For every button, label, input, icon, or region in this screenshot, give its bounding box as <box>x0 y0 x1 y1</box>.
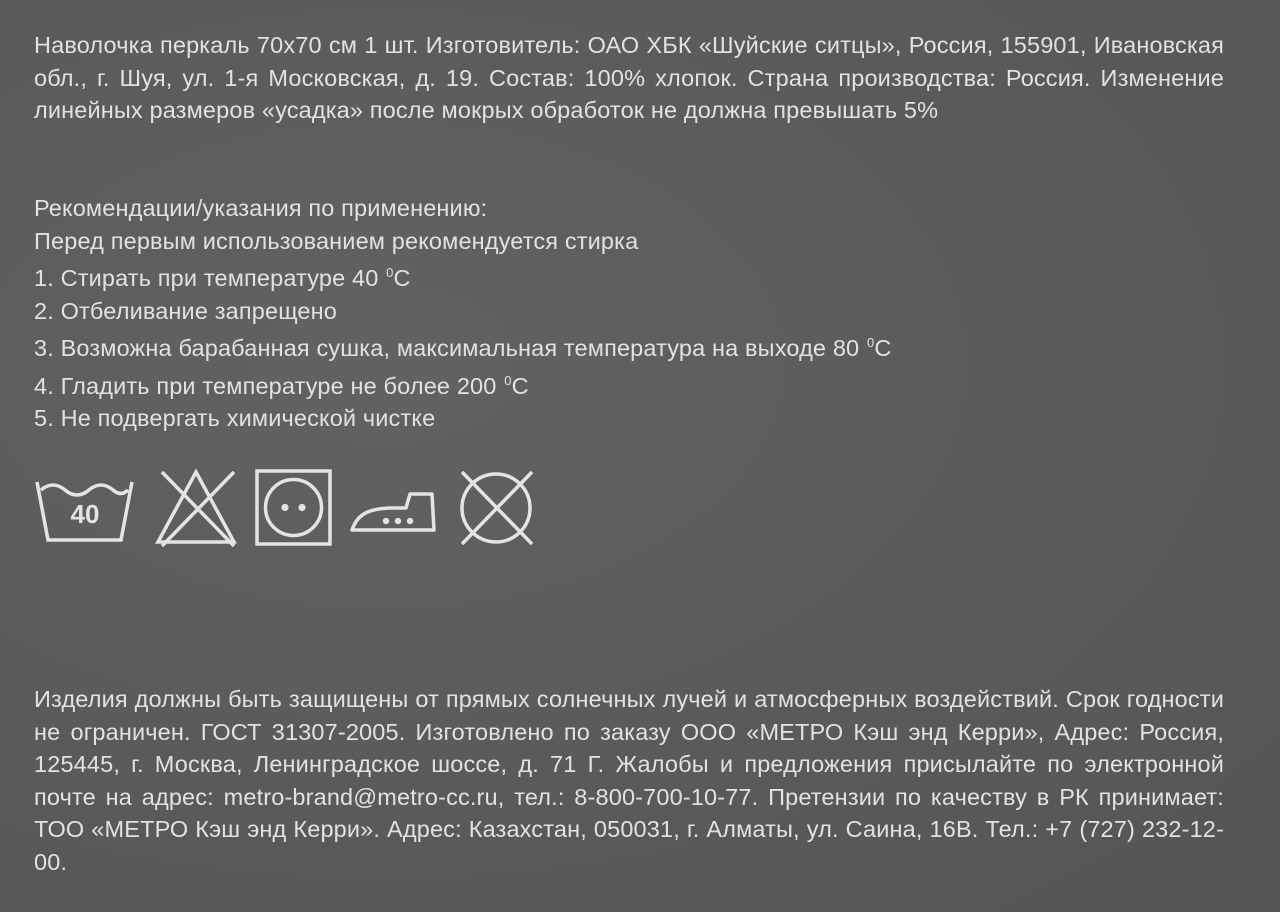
care-intro: Перед первым использованием рекомендуется стирка <box>34 227 639 254</box>
care-heading: Рекомендации/указания по применению: <box>34 195 488 221</box>
degree-sign: 0 <box>386 265 394 280</box>
tumble-dry-icon <box>254 468 334 548</box>
care-step: 1. Стирать при температуре 40 $^0$С <box>34 265 411 291</box>
manufacturer-footer-text: Изделия должны быть защищены от прямых солнечных лучей и атмосферных воздействий. Срок годности не ограничен. ГОСТ 31307-2005. Изготовлено по заказу ООО «МЕТРО Кэш энд Керри», Адрес: Россия, 125445, г. Москва, Ленинградское шоссе, д. 71 Г. Жалобы и предложения присылайте по электронной почте на адрес: metro-brand@metro-cc.ru, тел.: 8-800-700-10-77. Претензии по качеству в РК принимает: ТОО «МЕТРО Кэш энд Керри». Адрес: Казахстан, 050031, г. Алматы, ул. Саина, 16В. Тел.: +7 (727) 232-12-00. <box>34 686 1224 875</box>
care-step: 2. Отбеливание запрещено <box>34 297 337 324</box>
degree-sign: 0 <box>504 372 512 388</box>
degree-sign: 0 <box>866 335 875 350</box>
care-step: 5. Не подвергать химической чистке <box>34 405 436 431</box>
care-instructions <box>34 192 1224 435</box>
iron-three-dots-icon <box>348 468 438 548</box>
wash-40-icon <box>34 468 136 548</box>
no-bleach-icon <box>154 468 238 548</box>
care-step: 4. Гладить при температуре не более 200 $^0$С <box>34 372 529 399</box>
composition-text: Наволочка перкаль 70х70 см 1 шт. Изготовитель: ОАО ХБК «Шуйские ситцы», Россия, 155901, Ивановская обл., г. Шуя, ул. 1-я Московская, д. 19. Состав: 100% хлопок. Страна производства: Россия. Изменение линейных размеров «усадка» после мокрых обработок не должна превышать 5% <box>34 32 1224 123</box>
no-dry-clean-icon <box>454 468 538 548</box>
care-step: 3. Возможна барабанная сушка, максимальная температура на выходе 80 $^0$С <box>34 335 892 361</box>
wash-temperature: 40 <box>70 499 100 529</box>
